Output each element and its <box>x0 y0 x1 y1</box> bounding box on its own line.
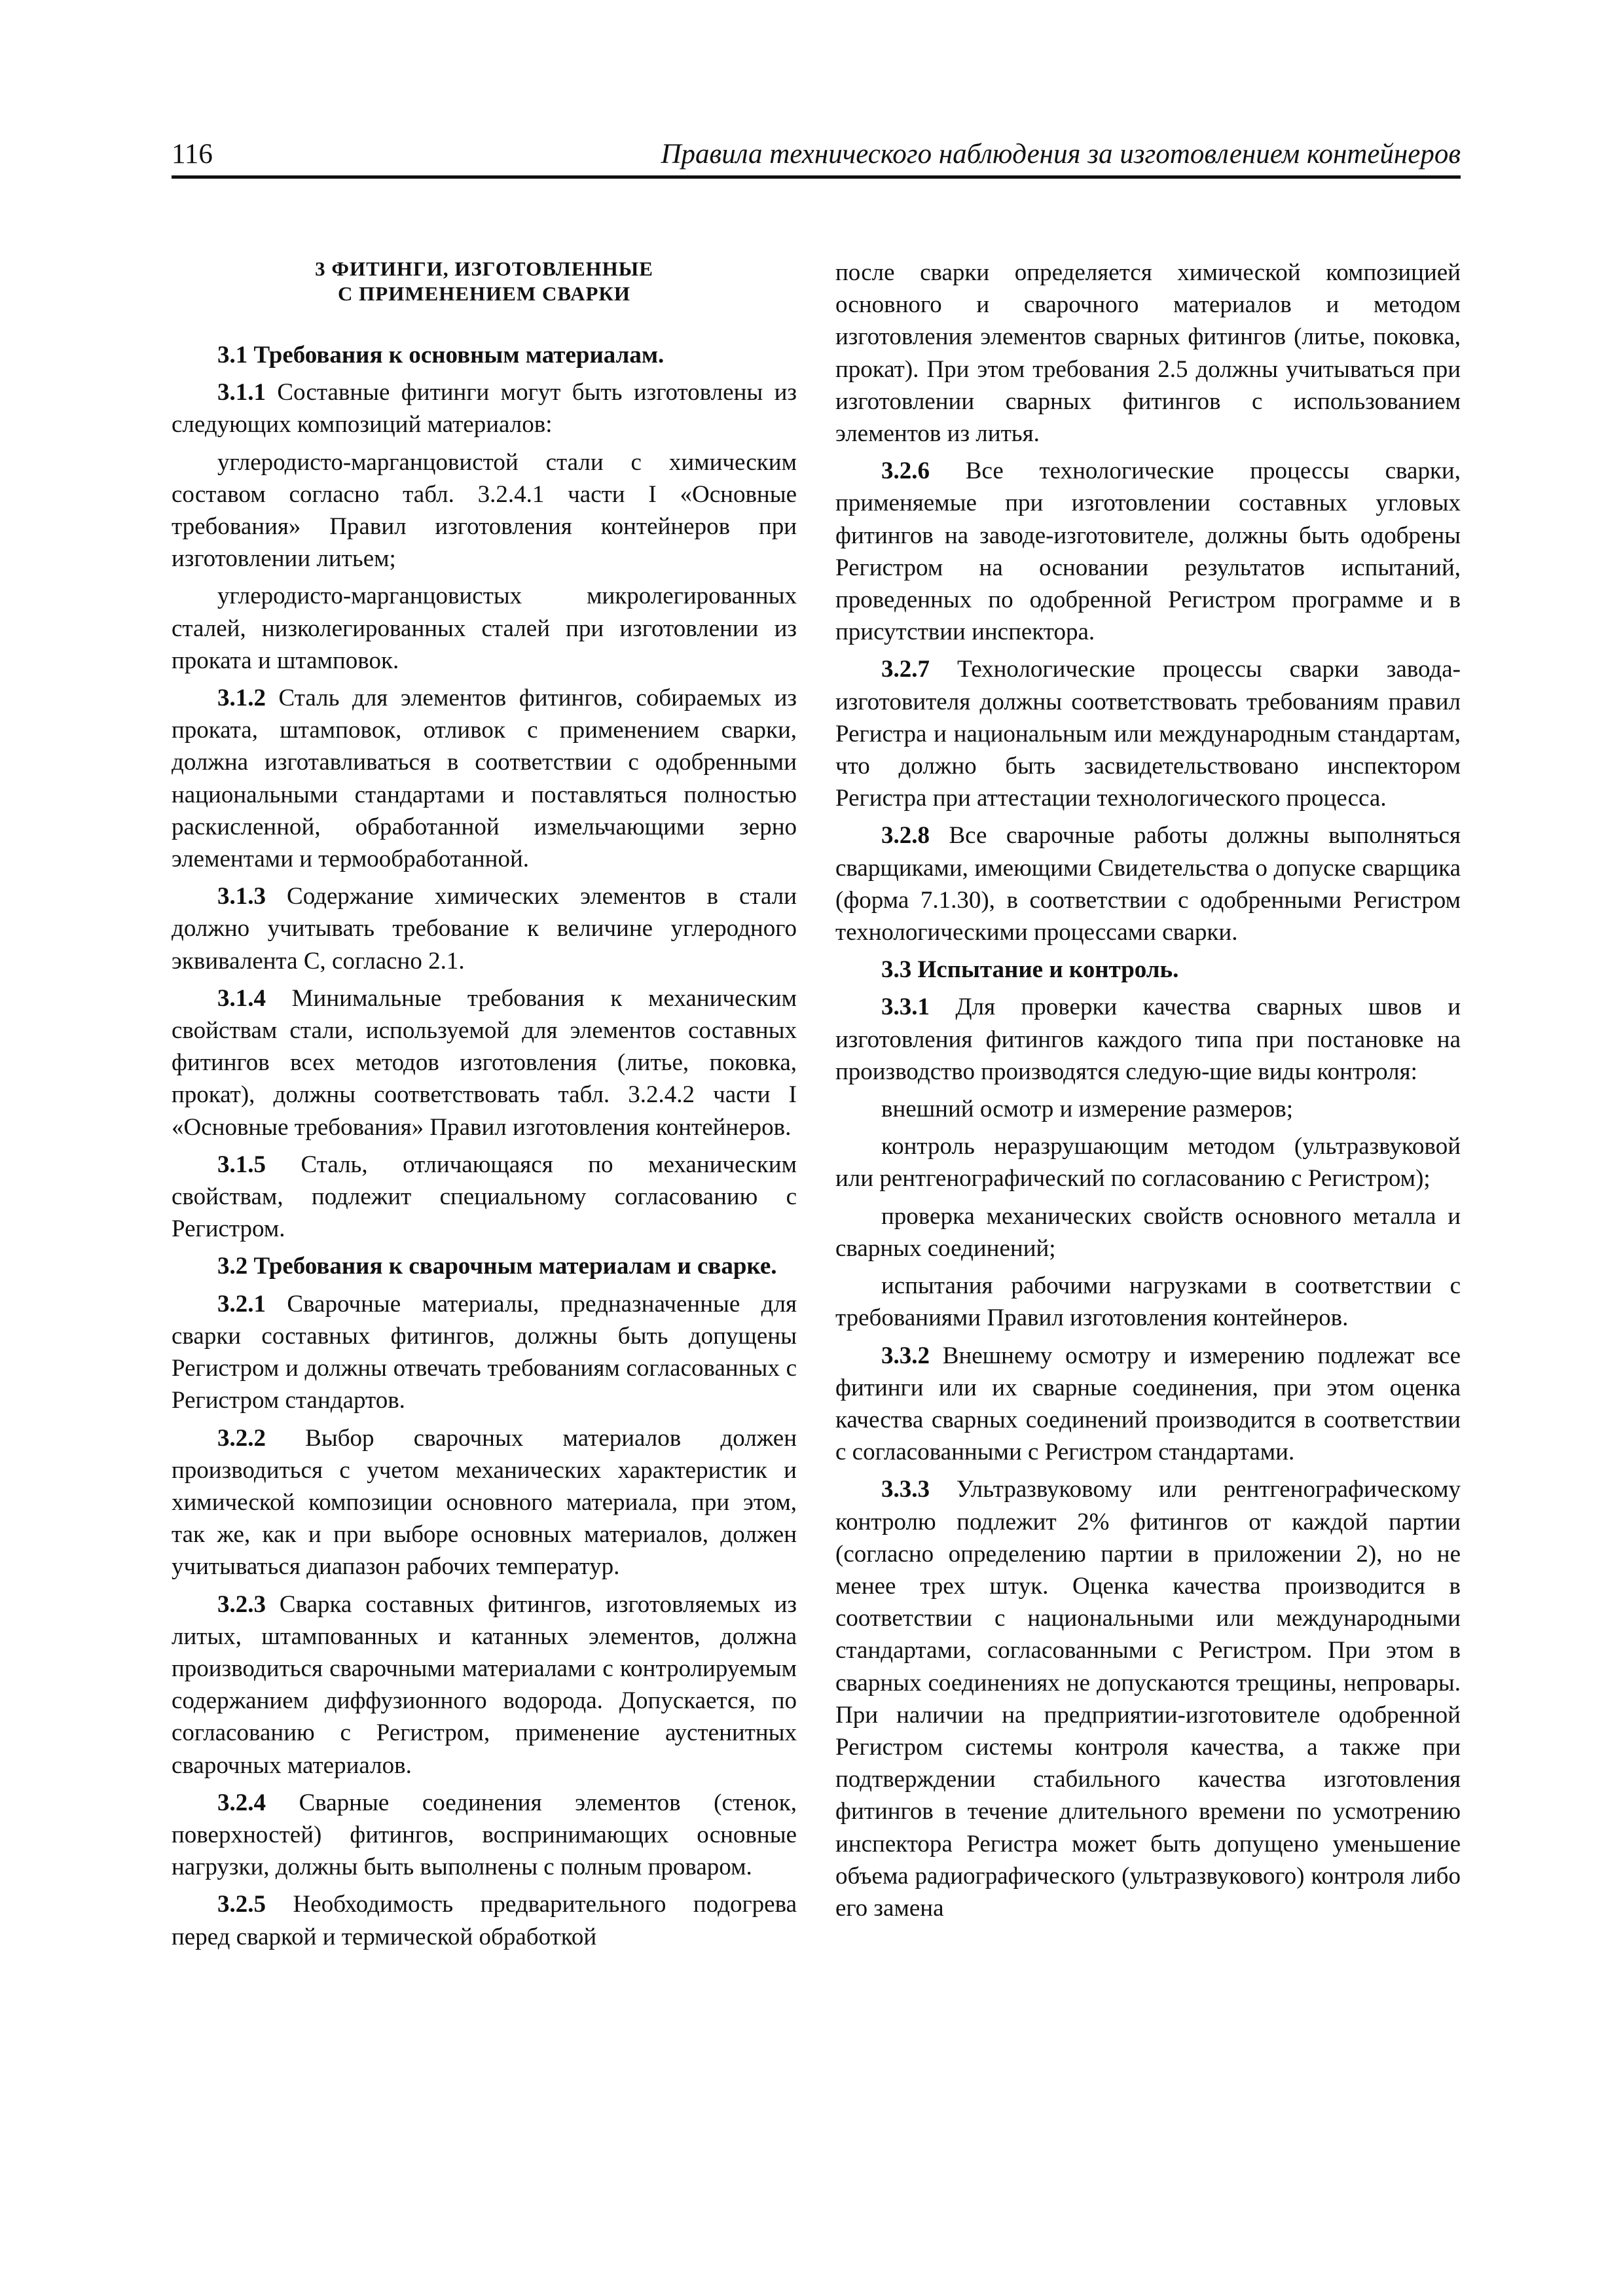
page-number: 116 <box>172 139 213 170</box>
section-heading-3-2: 3.2 Требования к сварочным материалам и сварке. <box>217 1253 777 1280</box>
clause-3-2-4 <box>172 1787 797 1884</box>
clause-number: 3.2.6 <box>881 457 930 485</box>
clause-3-2-6 <box>835 455 1461 648</box>
clause-number: 3.1.4 <box>217 984 266 1012</box>
clause-3-3-1 <box>835 991 1461 1088</box>
clause-text: Сталь для элементов фитингов, собираемых из проката, штамповок, отливок с применением сварки, должна изготавливаться в соответствии с одобренными национальными стандартами и поставляться полностью раскисленной, обработанной измельчающими зерно элементами и термообработанной. <box>172 685 797 873</box>
clause-3-1-1-item: углеродисто-марганцовистой стали с химическим составом согласно табл. 3.2.4.1 части I «Основные требования» Правил изготовления контейнеров при изготовлении литьем; <box>172 448 797 573</box>
clause-text: Содержание химических элементов в стали должно учитывать требование к величине углеродного эквивалента C, согласно 2.1. <box>172 883 797 975</box>
clause-number: 3.2.1 <box>217 1290 266 1318</box>
running-title: Правила технического наблюдения за изготовлением контейнеров <box>661 139 1461 170</box>
clause-3-1-3 <box>172 880 797 977</box>
section-heading-3-1: 3.1 Требования к основным материалам. <box>217 342 665 368</box>
chapter-title-line: С ПРИМЕНЕНИЕМ СВАРКИ <box>338 282 630 305</box>
clause-3-2-1 <box>172 1288 797 1417</box>
clause-3-1-5 <box>172 1149 797 1246</box>
clause-3-3-3 <box>835 1473 1461 1924</box>
left-column <box>172 257 797 1958</box>
clause-3-1-4 <box>172 982 797 1143</box>
clause-text: Все сварочные работы должны выполняться сварщиками, имеющими Свидетельства о допуске сварщика (форма 7.1.30), в соответствии с одобренными Регистром технологическими процессами сварки. <box>835 822 1461 946</box>
chapter-title-line: 3 ФИТИНГИ, ИЗГОТОВЛЕННЫЕ <box>315 257 653 280</box>
clause-3-3-1-item: контроль неразрушающим методом (ультразвуковой или рентгенографический по согласованию с Регистром); <box>835 1133 1461 1193</box>
clause-3-3-1-item: испытания рабочими нагрузками в соответствии с требованиями Правил изготовления контейнеров. <box>835 1272 1461 1332</box>
clause-number: 3.2.8 <box>881 822 930 850</box>
clause-3-2-8 <box>835 819 1461 948</box>
clause-3-2-2 <box>172 1422 797 1583</box>
clause-text: Внешнему осмотру и измерению подлежат все фитинги или их сварные соединения, при этом оценка качества сварных соединений производится в соответствии с согласованными с Регистром стандартами. <box>835 1342 1461 1466</box>
clause-3-1-1 <box>172 376 797 440</box>
section-heading-3-3: 3.3 Испытание и контроль. <box>881 956 1179 984</box>
clause-text: Технологические процессы сварки завода-изготовителя должны соответствовать требованиям правил Регистра и национальным или международным стандартам, что должно быть засвидетельствовано инспектором Регистра при аттестации технологического процесса. <box>835 656 1461 812</box>
clause-number: 3.3.2 <box>881 1342 930 1369</box>
clause-3-1-2 <box>172 682 797 875</box>
clause-number: 3.1.1 <box>217 379 266 406</box>
clause-text: Сварные соединения элементов (стенок, поверхностей) фитингов, воспринимающих основные нагрузки, должны быть выполнены с полным проваром. <box>172 1789 797 1881</box>
clause-number: 3.2.3 <box>217 1590 266 1618</box>
clause-text: Сварка составных фитингов, изготовляемых из литых, штампованных и катанных элементов, должна производиться сварочными материалами с контролируемым содержанием диффузионного водорода. Допускается, по согласованию с Регистром, применение аустенитных сварочных материалов. <box>172 1590 797 1779</box>
clause-text: Выбор сварочных материалов должен производиться с учетом механических характеристик и химической композиции основного материала, при этом, так же, как и при выборе основных материалов, должен учитываться диапазон рабочих температур. <box>172 1424 797 1581</box>
clause-text: Все технологические процессы сварки, применяемые при изготовлении составных угловых фитингов на заводе-изготовителе, должны быть одобрены Регистром на основании результатов испытаний, проведенных по одобренной Регистром программе и в присутствии инспектора. <box>835 457 1461 646</box>
clause-number: 3.1.2 <box>217 685 266 712</box>
clause-number: 3.2.7 <box>881 656 930 683</box>
clause-3-3-1-item: проверка механических свойств основного металла и сварных соединений; <box>835 1202 1461 1262</box>
clause-text: Для проверки качества сварных швов и изготовления фитингов каждого типа при постановке на производство производятся следую-щие виды контроля: <box>835 994 1461 1085</box>
clause-number: 3.3.3 <box>881 1476 930 1503</box>
clause-3-3-1-item: внешний осмотр и измерение размеров; <box>881 1096 1294 1123</box>
clause-3-2-5 <box>172 1888 797 1952</box>
clause-text: Составные фитинги могут быть изготовлены из следующих композиций материалов: <box>172 379 797 439</box>
clause-3-2-3 <box>172 1588 797 1782</box>
clause-number: 3.1.5 <box>217 1151 266 1178</box>
clause-3-2-7 <box>835 653 1461 814</box>
clause-number: 3.2.5 <box>217 1891 266 1918</box>
clause-text: Ультразвуковому или рентгенографическому контролю подлежит 2% фитингов от каждой партии (согласно определению партии в приложении 2), но не менее трех штук. Оценка качества производится в соответствии с национальными или международными стандартами, согласованными с Регистром. При этом в сварных соединениях не допускаются трещины, непровары. При наличии на предприятии-изготовителе одобренной Регистром системы контроля качества, а также при подтверждении стабильного качества изготовления фитингов в течение длительного времени по усмотрению инспектора Регистра может быть допущено уменьшение объема радиографического (ультразвукового) контроля либо его замена <box>835 1476 1461 1922</box>
clause-text: Сварочные материалы, предназначенные для сварки составных фитингов, должны быть допущены Регистром и должны отвечать требованиям согласованных с Регистром стандартов. <box>172 1290 797 1414</box>
header-rule <box>172 175 1461 179</box>
clause-number: 3.2.2 <box>217 1424 266 1452</box>
clause-text: Необходимость предварительного подогрева перед сваркой и термической обработкой <box>172 1891 797 1950</box>
clause-3-3-2 <box>835 1340 1461 1469</box>
clause-text: Минимальные требования к механическим свойствам стали, используемой для элементов составных фитингов всех методов изготовления (литье, поковка, прокат), должны соответствовать табл. 3.2.4.2 части I «Основные требования» Правил изготовления контейнеров. <box>172 984 797 1141</box>
clause-number: 3.3.1 <box>881 994 930 1021</box>
clause-number: 3.2.4 <box>217 1789 266 1816</box>
chapter-title <box>172 257 797 306</box>
clause-3-2-5-continuation: после сварки определяется химической композицией основного и сварочного материалов и методом изготовления элементов сварных фитингов (литье, поковка, прокат). При этом требования 2.5 должны учитываться при изготовлении сварных фитингов с использованием элементов из литья. <box>835 259 1461 448</box>
clause-number: 3.1.3 <box>217 883 266 910</box>
clause-3-1-1-item: углеродисто-марганцовистых микролегированных сталей, низколегированных сталей при изготовлении из проката и штамповок. <box>172 583 797 674</box>
clause-text: Сталь, отличающаяся по механическим свойствам, подлежит специальному согласованию с Регистром. <box>172 1151 797 1243</box>
right-column <box>835 257 1461 1929</box>
